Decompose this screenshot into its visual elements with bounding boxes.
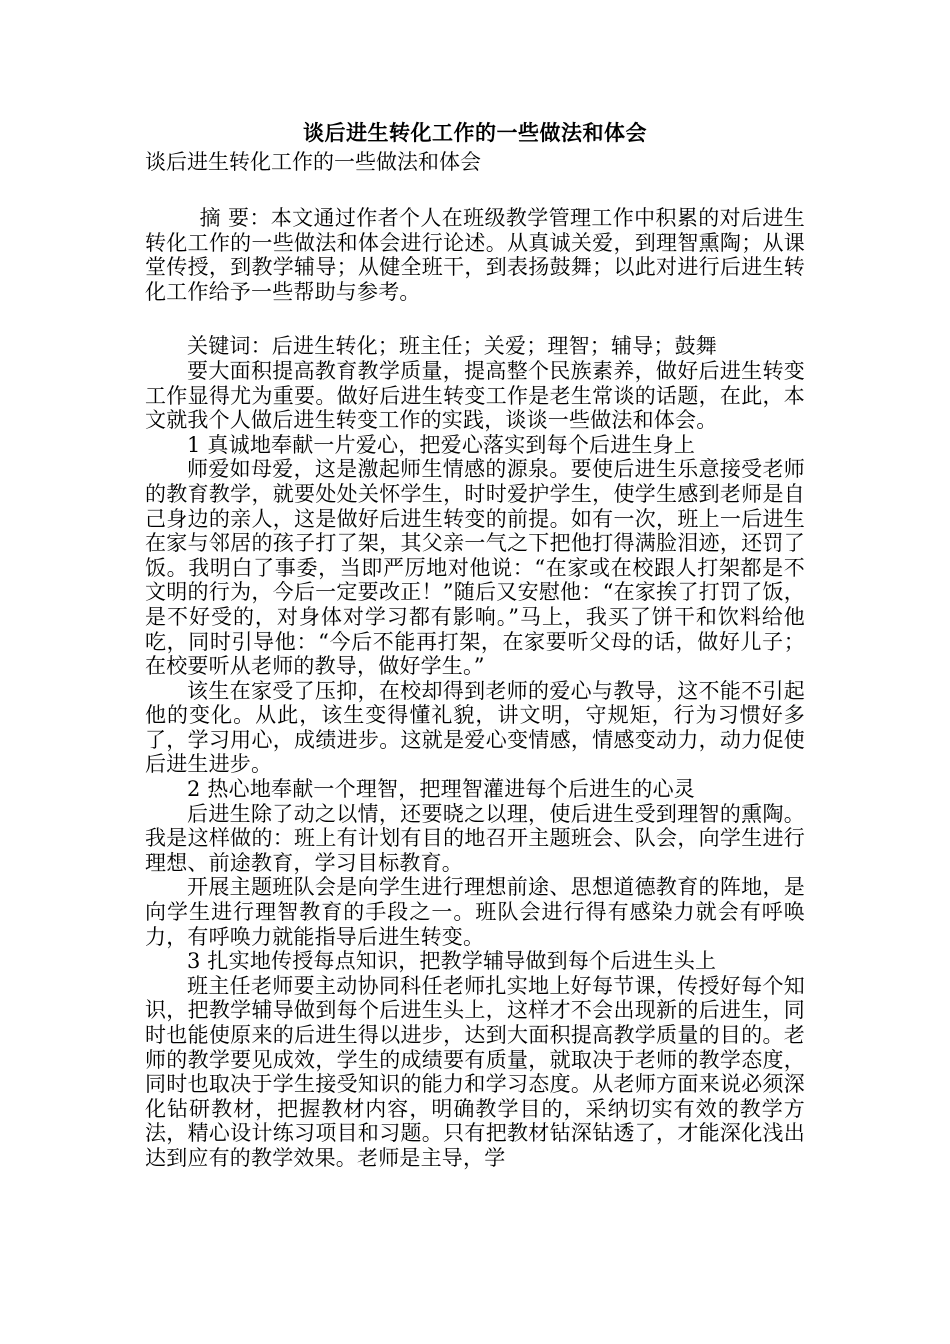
- section-1-heading: 1 真诚地奉献一片爱心，把爱心落实到每个后进生身上: [187, 432, 696, 457]
- intro-paragraph: 要大面积提高教育教学质量，提高整个民族素养，做好后进生转变工作显得尤为重要。做好后进生转变工作是老生常谈的话题，在此，本文就我个人做后进生转变工作的实践，谈谈一些做法和体会。: [145, 358, 805, 433]
- section-2-paragraph-2: 开展主题班队会是向学生进行理想前途、思想道德教育的阵地，是向学生进行理智教育的手段之一。班队会进行得有感染力就会有呼唤力，有呼唤力就能指导后进生转变。: [145, 875, 805, 949]
- section-2-paragraph-1: 后进生除了动之以情，还要晓之以理，使后进生受到理智的熏陶。我是这样做的：班上有计划有目的地召开主题班会、队会，向学生进行理想、前途教育，学习目标教育。: [145, 801, 805, 875]
- section-1-paragraph-2: 该生在家受了压抑，在校却得到老师的爱心与教导，这不能不引起他的变化。从此，该生变得懂礼貌，讲文明，守规矩，行为习惯好多了，学习用心，成绩进步。这就是爱心变情感，情感变动力，动力促使后进生进步。: [145, 678, 805, 777]
- section-2-heading: 2 热心地奉献一个理智，把理智灌进每个后进生的心灵: [187, 777, 696, 802]
- document-page: [145, 118, 805, 1171]
- section-3-paragraph-1: 班主任老师要主动协同科任老师扎实地上好每节课，传授好每个知识，把教学辅导做到每个后进生头上，这样才不会出现新的后进生，同时也能使原来的后进生得以进步，达到大面积提高教学质量的目的。老师的教学要见成效，学生的成绩要有质量，就取决于老师的教学态度，同时也取决于学生接受知识的能力和学习态度。从老师方面来说必须深化钻研教材，把握教材内容，明确教学目的，采纳切实有效的教学方法，精心设计练习项目和习题。只有把教材钻深钻透了，才能深化浅出达到应有的教学效果。老师是主导，学: [145, 973, 805, 1170]
- keywords-line: 关键词：后进生转化；班主任；关爱；理智；辅导；鼓舞: [187, 334, 717, 359]
- section-3-heading: 3 扎实地传授每点知识，把教学辅导做到每个后进生头上: [187, 949, 717, 974]
- abstract-paragraph: 摘 要：本文通过作者个人在班级教学管理工作中积累的对后进生转化工作的一些做法和体会进行论述。从真诚关爱，到理智熏陶；从课堂传授，到教学辅导；从健全班干，到表扬鼓舞；以此对进行后进生转化工作给予一些帮助与参考。: [145, 206, 805, 304]
- document-subtitle: 谈后进生转化工作的一些做法和体会: [145, 150, 481, 174]
- section-1-paragraph-1: 师爱如母爱，这是激起师生情感的源泉。要使后进生乐意接受老师的教育教学，就要处处关怀学生，时时爱护学生，使学生感到老师是自己身边的亲人，这是做好后进生转变的前提。如有一次，班上一后进生在家与邻居的孩子打了架，其父亲一气之下把他打得满脸泪迹，还罚了饭。我明白了事委，当即严厉地对他说：“在家或在校跟人打架都是不文明的行为，今后一定要改正！”随后又安慰他：“在家挨了打罚了饭，是不好受的，对身体对学习都有影响。”马上，我买了饼干和饮料给他吃，同时引导他：“今后不能再打架，在家要听父母的话，做好儿子；在校要听从老师的教导，做好学生。”: [145, 457, 805, 679]
- document-title: 谈后进生转化工作的一些做法和体会: [303, 120, 647, 145]
